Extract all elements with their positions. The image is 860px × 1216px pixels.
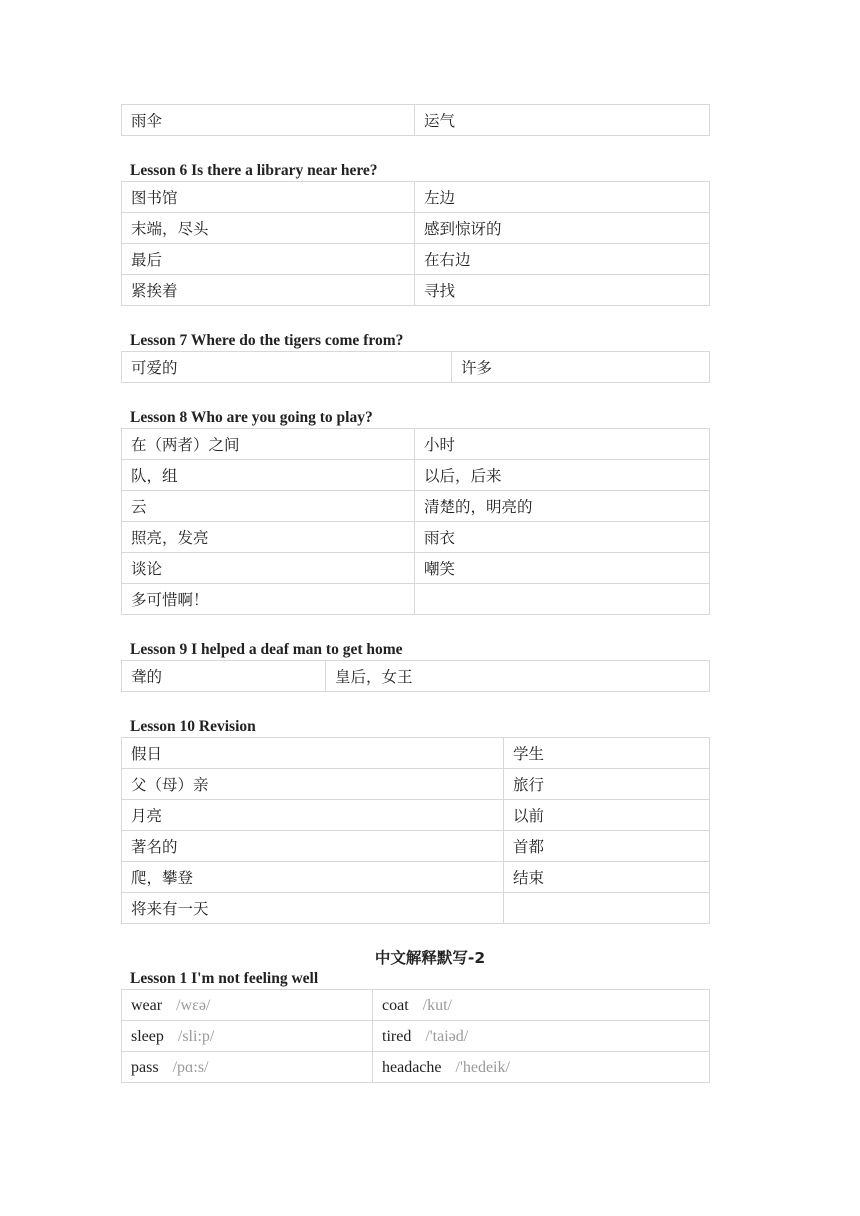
word: sleep xyxy=(131,1027,164,1045)
table-row xyxy=(122,893,710,924)
table-cell: 聋的 xyxy=(122,661,326,692)
word: coat xyxy=(382,996,409,1014)
vocab-table-lesson-9 xyxy=(121,660,710,692)
table-row xyxy=(122,738,710,769)
table-cell xyxy=(373,1021,710,1052)
table-cell: 最后 xyxy=(122,244,415,275)
table-row xyxy=(122,352,710,383)
table-cell: 月亮 xyxy=(122,800,504,831)
word: tired xyxy=(382,1027,412,1045)
table-cell: 谈论 xyxy=(122,553,415,584)
table-row xyxy=(122,460,710,491)
table-cell: 照亮，发亮 xyxy=(122,522,415,553)
phonetic: /'taiəd/ xyxy=(425,1027,469,1045)
table-cell xyxy=(122,990,373,1021)
table-cell: 在右边 xyxy=(415,244,710,275)
table-cell: 著名的 xyxy=(122,831,504,862)
table-row xyxy=(122,661,710,692)
vocab-table-lesson-10 xyxy=(121,737,710,924)
lesson-10-heading: Lesson 10 Revision xyxy=(130,718,256,735)
table-cell: 寻找 xyxy=(415,275,710,306)
table-cell: 首都 xyxy=(504,831,710,862)
section-2-title: 中文解释默写-2 xyxy=(374,949,486,967)
table-cell xyxy=(122,1052,373,1083)
word: headache xyxy=(382,1058,442,1076)
table-row xyxy=(122,244,710,275)
table-cell xyxy=(504,893,710,924)
word: pass xyxy=(131,1058,159,1076)
word: wear xyxy=(131,996,163,1014)
vocab-table-lesson-7 xyxy=(121,351,710,383)
table-row xyxy=(122,213,710,244)
table-cell: 爬，攀登 xyxy=(122,862,504,893)
table-cell xyxy=(373,990,710,1021)
table-cell: 队，组 xyxy=(122,460,415,491)
table-cell: 将来有一天 xyxy=(122,893,504,924)
lesson-8-heading: Lesson 8 Who are you going to play? xyxy=(130,409,373,426)
lesson-7-heading: Lesson 7 Where do the tigers come from? xyxy=(130,332,404,349)
table-row xyxy=(122,522,710,553)
table-cell: 图书馆 xyxy=(122,182,415,213)
lesson-9-heading: Lesson 9 I helped a deaf man to get home xyxy=(130,641,403,658)
table-cell: 运气 xyxy=(415,105,710,136)
table-row xyxy=(122,275,710,306)
phonetic: /wεə/ xyxy=(176,996,211,1014)
table-row xyxy=(122,990,710,1021)
phonetic: /pɑ:s/ xyxy=(172,1058,209,1076)
table-row xyxy=(122,1021,710,1052)
table-cell: 结束 xyxy=(504,862,710,893)
table-cell: 假日 xyxy=(122,738,504,769)
table-cell xyxy=(415,584,710,615)
table-cell: 多可惜啊！ xyxy=(122,584,415,615)
table-cell: 雨衣 xyxy=(415,522,710,553)
vocab-table-lesson-8 xyxy=(121,428,710,615)
table-row xyxy=(122,1052,710,1083)
lesson-6-heading: Lesson 6 Is there a library near here? xyxy=(130,162,378,179)
table-cell: 许多 xyxy=(452,352,710,383)
table-cell: 紧挨着 xyxy=(122,275,415,306)
table-cell: 以后，后来 xyxy=(415,460,710,491)
table-cell: 以前 xyxy=(504,800,710,831)
table-cell: 雨伞 xyxy=(122,105,415,136)
table-row xyxy=(122,800,710,831)
table-row xyxy=(122,491,710,522)
vocab-table-lesson-6 xyxy=(121,181,710,306)
table-cell: 学生 xyxy=(504,738,710,769)
table-cell: 云 xyxy=(122,491,415,522)
table-cell: 父（母）亲 xyxy=(122,769,504,800)
table-row xyxy=(122,553,710,584)
table-cell: 末端，尽头 xyxy=(122,213,415,244)
table-cell xyxy=(122,1021,373,1052)
section-2-lesson-1-heading: Lesson 1 I'm not feeling well xyxy=(130,970,319,987)
phonetic: /sli:p/ xyxy=(177,1027,215,1045)
table-row xyxy=(122,831,710,862)
table-cell: 可爱的 xyxy=(122,352,452,383)
table-row xyxy=(122,769,710,800)
table-row xyxy=(122,182,710,213)
table-cell xyxy=(373,1052,710,1083)
phonetic: /kut/ xyxy=(422,996,452,1014)
phonetic: /'hedeik/ xyxy=(455,1058,510,1076)
table-cell: 左边 xyxy=(415,182,710,213)
table-cell: 小时 xyxy=(415,429,710,460)
table-row xyxy=(122,862,710,893)
table-row xyxy=(122,105,710,136)
table-cell: 旅行 xyxy=(504,769,710,800)
document-page xyxy=(121,104,709,1083)
table-cell: 皇后，女王 xyxy=(326,661,710,692)
vocab-table-top xyxy=(121,104,710,136)
table-cell: 清楚的，明亮的 xyxy=(415,491,710,522)
table-cell: 在（两者）之间 xyxy=(122,429,415,460)
table-row xyxy=(122,584,710,615)
vocab-table-section-2-lesson-1 xyxy=(121,989,710,1083)
table-row xyxy=(122,429,710,460)
table-cell: 感到惊讶的 xyxy=(415,213,710,244)
table-cell: 嘲笑 xyxy=(415,553,710,584)
